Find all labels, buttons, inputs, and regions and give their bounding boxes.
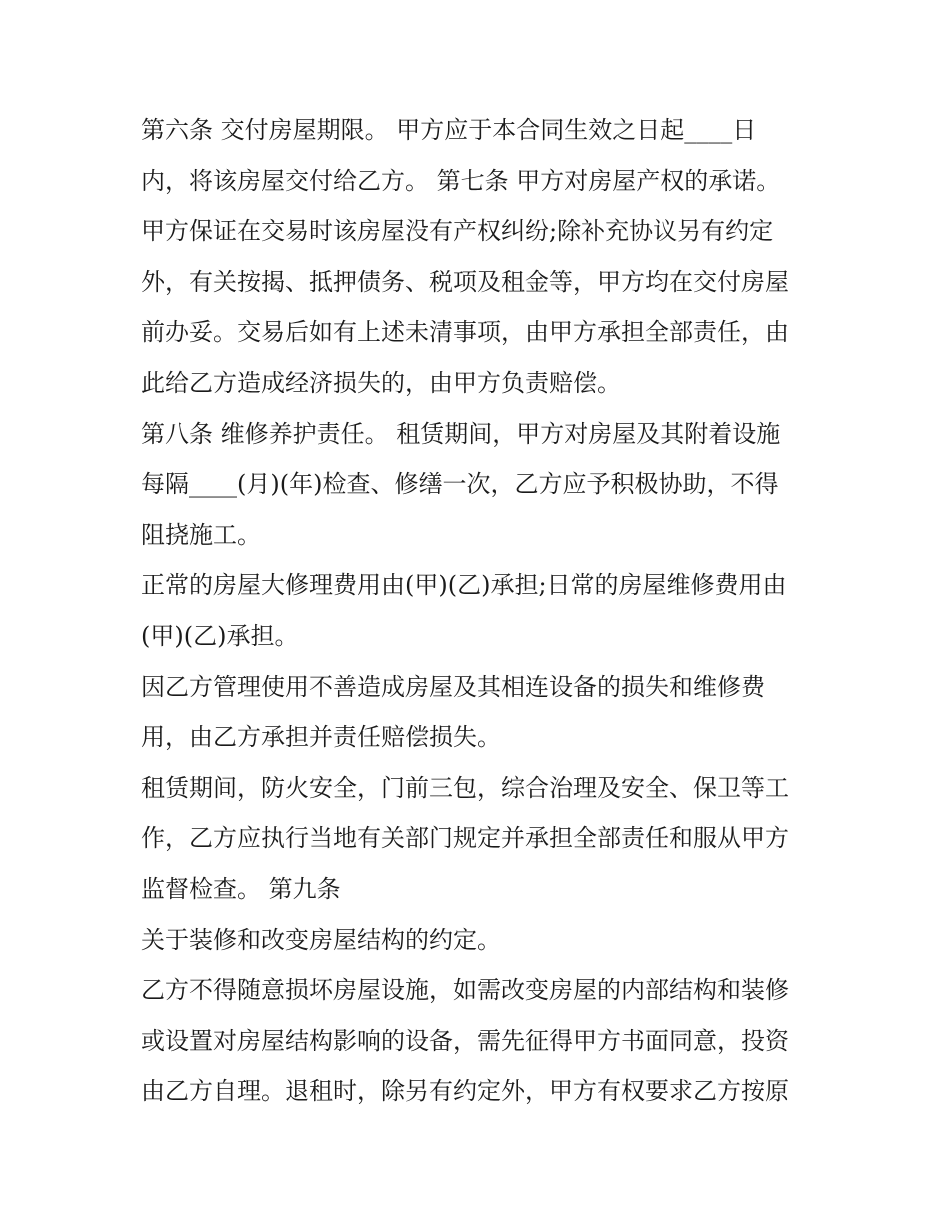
contract-text [141, 105, 821, 1117]
text-line-9: 阻挠施工。 [141, 520, 261, 549]
text-line-8: 每隔____(月)(年)检查、修缮一次，乙方应予积极协助，不得 [141, 470, 779, 499]
text-line-18: 乙方不得随意损坏房屋设施，如需改变房屋的内部结构和装修 [141, 976, 789, 1005]
text-line-5: 前办妥。交易后如有上述未清事项，由甲方承担全部责任，由 [141, 318, 789, 347]
text-line-7: 第八条 维修养护责任。 租赁期间，甲方对房屋及其附着设施 [141, 419, 781, 448]
text-line-19: 或设置对房屋结构影响的设备，需先征得甲方书面同意，投资 [141, 1026, 789, 1055]
text-line-20: 由乙方自理。退租时，除另有约定外，甲方有权要求乙方按原 [141, 1077, 789, 1106]
text-line-13: 用，由乙方承担并责任赔偿损失。 [141, 723, 501, 752]
text-line-6: 此给乙方造成经济损失的，由甲方负责赔偿。 [141, 368, 621, 397]
text-line-4: 外，有关按揭、抵押债务、税项及租金等，甲方均在交付房屋 [141, 267, 789, 296]
text-line-12: 因乙方管理使用不善造成房屋及其相连设备的损失和维修费 [141, 672, 765, 701]
text-line-15: 作，乙方应执行当地有关部门规定并承担全部责任和服从甲方 [141, 824, 789, 853]
text-line-14: 租赁期间，防火安全，门前三包，综合治理及安全、保卫等工 [141, 773, 789, 802]
text-line-1: 第六条 交付房屋期限。 甲方应于本合同生效之日起____日 [141, 116, 757, 144]
text-line-2: 内，将该房屋交付给乙方。 第七条 甲方对房屋产权的承诺。 [141, 166, 781, 195]
text-line-11: (甲)(乙)承担。 [141, 621, 299, 650]
text-line-16: 监督检查。 第九条 [141, 874, 341, 903]
text-line-10: 正常的房屋大修理费用由(甲)(乙)承担;日常的房屋维修费用由 [141, 571, 787, 600]
text-line-17: 关于装修和改变房屋结构的约定。 [141, 925, 501, 954]
text-line-3: 甲方保证在交易时该房屋没有产权纠纷;除补充协议另有约定 [141, 217, 774, 246]
